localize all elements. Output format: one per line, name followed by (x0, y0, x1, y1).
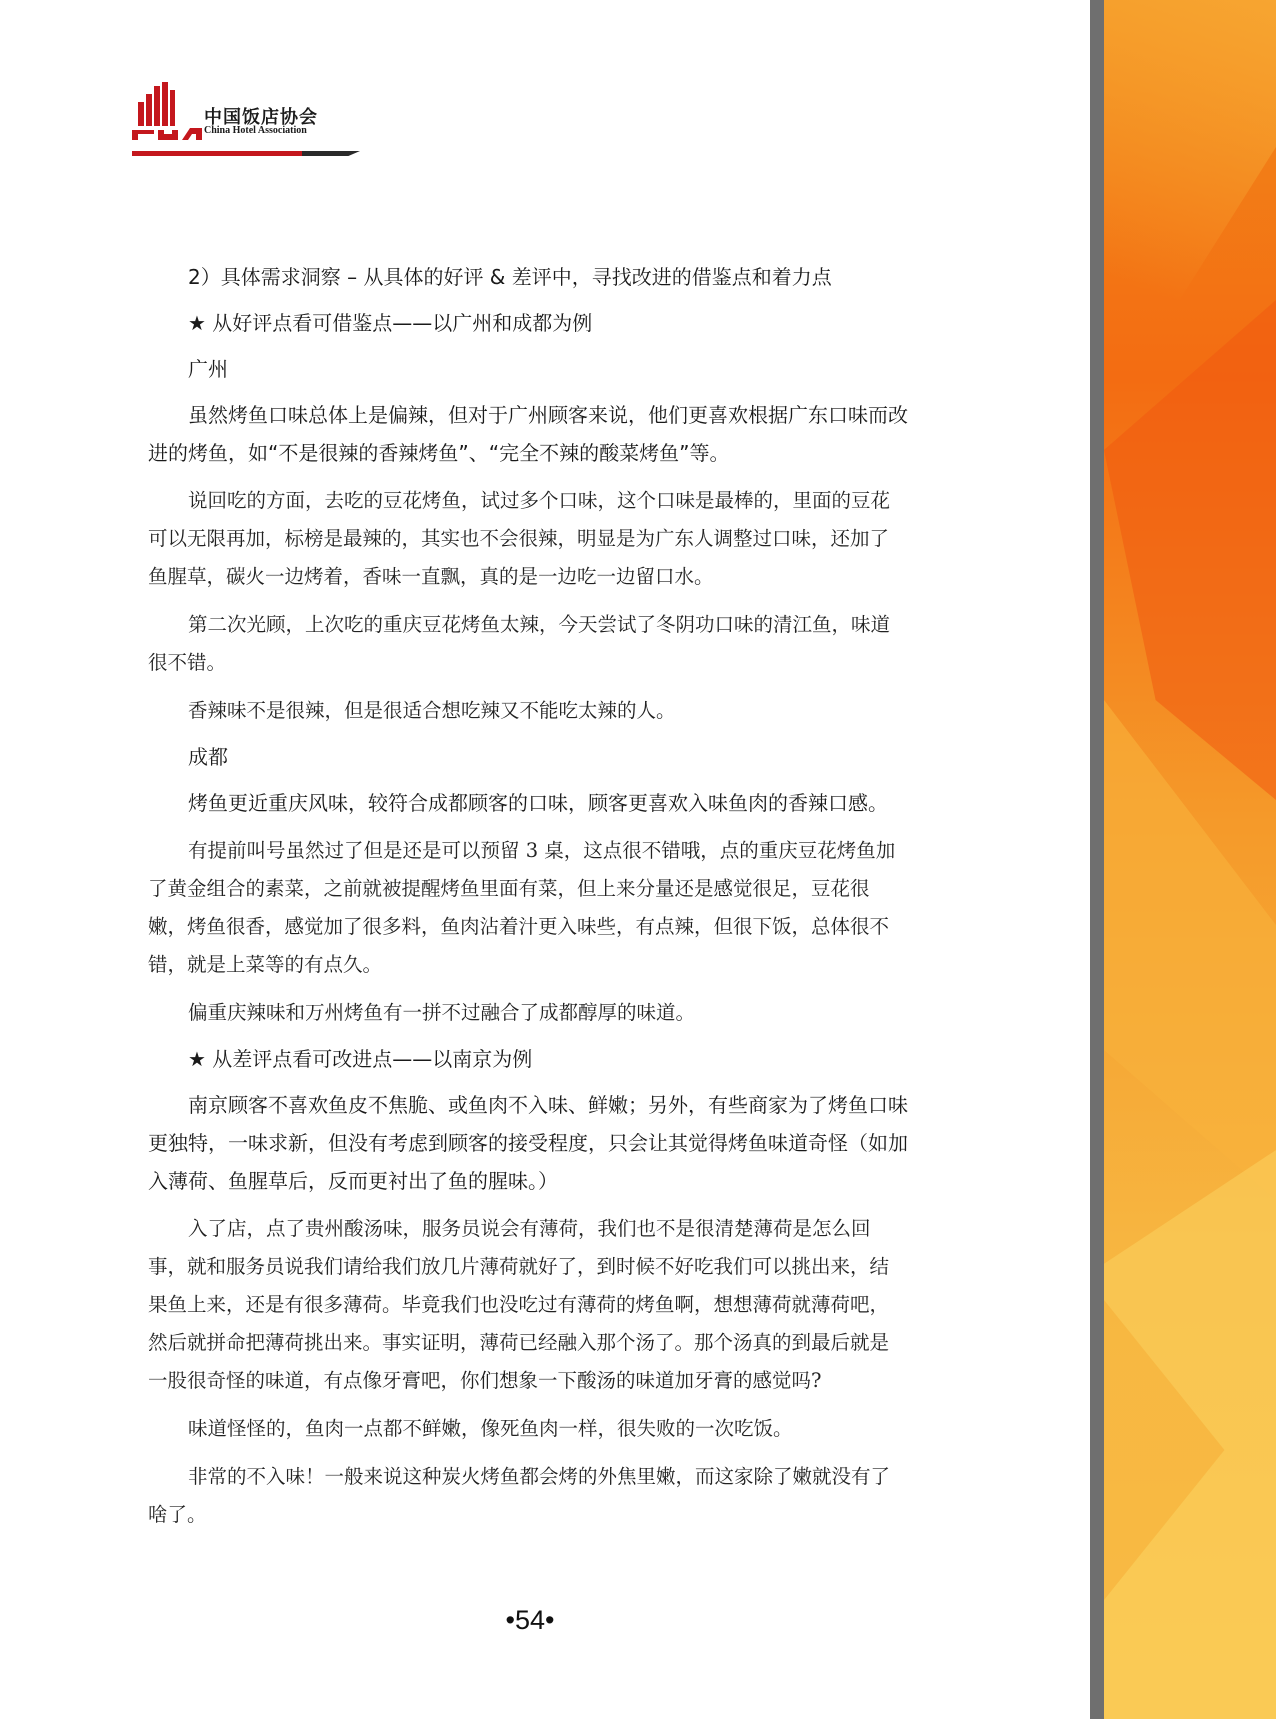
sidebar-orange-band (1104, 0, 1276, 1719)
guangzhou-summary: 虽然烤鱼口味总体上是偏辣，但对于广州顾客来说，他们更喜欢根据广东口味而改进的烤鱼，如“不是很辣的香辣烤鱼”、“完全不辣的酸菜烤鱼”等。 (148, 403, 908, 465)
header-rule-dark (302, 151, 360, 156)
review-quote: 味道怪怪的，鱼肉一点都不鲜嫩，像死鱼肉一样，很失败的一次吃饭。 (188, 1417, 793, 1440)
document-body (148, 258, 908, 1534)
review-quote: 香辣味不是很辣，但是很适合想吃辣又不能吃太辣的人。 (188, 699, 676, 722)
sidebar-gray-band (1090, 0, 1104, 1719)
review-quote: 非常的不入味！一般来说这种炭火烤鱼都会烤的外焦里嫩，而这家除了嫩就没有了啥了。 (148, 1465, 891, 1526)
section-title: 2）具体需求洞察 – 从具体的好评 & 差评中，寻找改进的借鉴点和着力点 (188, 265, 832, 289)
page-number: •54• (505, 1605, 555, 1635)
bad-review-heading: ★ 从差评点看可改进点——以南京为例 (188, 1047, 533, 1071)
chengdu-summary: 烤鱼更近重庆风味，较符合成都顾客的口味，顾客更喜欢入味鱼肉的香辣口感。 (188, 791, 888, 815)
org-name-cn: 中国饭店协会 (204, 107, 318, 128)
review-quote: 第二次光顾，上次吃的重庆豆花烤鱼太辣，今天尝试了冬阴功口味的清江鱼，味道很不错。 (148, 613, 891, 674)
city-label-chengdu: 成都 (188, 745, 228, 769)
review-quote: 偏重庆辣味和万州烤鱼有一拼不过融合了成都醇厚的味道。 (188, 1001, 696, 1024)
org-name-en: China Hotel Association (204, 125, 307, 136)
cha-building-logo-icon (132, 80, 202, 140)
review-quote: 说回吃的方面，去吃的豆花烤鱼，试过多个口味，这个口味是最棒的，里面的豆花可以无限再加，标榜是最辣的，其实也不会很辣，明显是为广东人调整过口味，还加了鱼腥草，碳火一边烤着，香味一直飘，真的是一边吃一边留口水。 (148, 489, 891, 588)
review-quote: 有提前叫号虽然过了但是还是可以预留 3 桌，这点很不错哦，点的重庆豆花烤鱼加了黄金组合的素菜，之前就被提醒烤鱼里面有菜，但上来分量还是感觉很足，豆花很嫩，烤鱼很香，感觉加了很多料，鱼肉沾着汁更入味些，有点辣，但很下饭，总体很不错，就是上菜等的有点久。 (148, 839, 896, 976)
header-rule-red (132, 151, 302, 156)
nanjing-summary: 南京顾客不喜欢鱼皮不焦脆、或鱼肉不入味、鲜嫩；另外，有些商家为了烤鱼口味更独特，一味求新，但没有考虑到顾客的接受程度，只会让其觉得烤鱼味道奇怪（如加入薄荷、鱼腥草后，反而更衬出了鱼的腥味。） (148, 1093, 908, 1193)
review-quote: 入了店，点了贵州酸汤味，服务员说会有薄荷，我们也不是很清楚薄荷是怎么回事，就和服务员说我们请给我们放几片薄荷就好了，到时候不好吃我们可以挑出来，结果鱼上来，还是有很多薄荷。毕竟我们也没吃过有薄荷的烤鱼啊，想想薄荷就薄荷吧，然后就拼命把薄荷挑出来。事实证明，薄荷已经融入那个汤了。那个汤真的到最后就是一股很奇怪的味道，有点像牙膏吧，你们想象一下酸汤的味道加牙膏的感觉吗? (148, 1217, 890, 1392)
city-label-guangzhou: 广州 (188, 357, 228, 381)
good-review-heading: ★ 从好评点看可借鉴点——以广州和成都为例 (188, 311, 593, 335)
